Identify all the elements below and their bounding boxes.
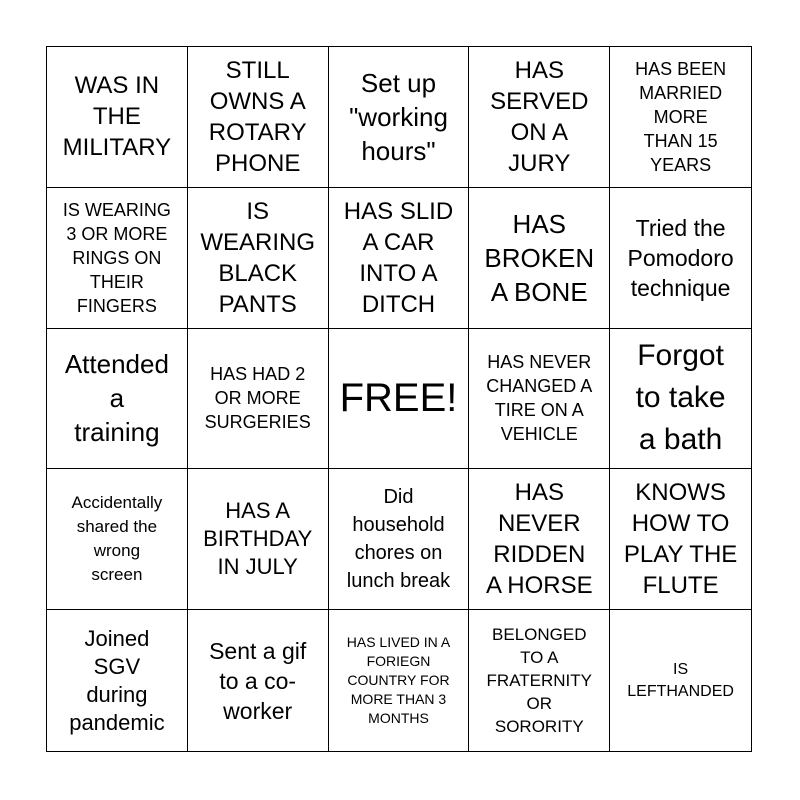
cell-text: HAS SERVED ON A JURY: [490, 56, 589, 177]
bingo-cell: [469, 329, 610, 470]
cell-text: IS WEARING 3 OR MORE RINGS ON THEIR FINGERS: [62, 199, 171, 316]
bingo-cell: [47, 188, 188, 329]
cell-text: Set up "working hours": [349, 67, 448, 166]
bingo-cell: [47, 469, 188, 610]
cell-text: IS WEARING BLACK PANTS: [200, 197, 316, 318]
bingo-cell: [610, 610, 751, 751]
bingo-cell: [610, 188, 751, 329]
cell-text: HAS LIVED IN A FORIEGN COUNTRY FOR MORE THAN 3 MONTHS: [346, 634, 451, 727]
cell-text: Accidentally shared the wrong screen: [71, 493, 163, 585]
cell-text: IS LEFTHANDED: [627, 660, 734, 700]
cell-text: Joined SGV during pandemic: [69, 625, 165, 735]
cell-text: Attended a training: [64, 349, 169, 448]
free-label: FREE!: [339, 376, 458, 421]
bingo-cell: [329, 469, 470, 610]
bingo-cell: [469, 188, 610, 329]
cell-text: HAS A BIRTHDAY IN JULY: [203, 498, 313, 580]
cell-text: HAS SLID A CAR INTO A DITCH: [343, 197, 454, 318]
cell-text: STILL OWNS A ROTARY PHONE: [208, 56, 307, 177]
cell-text: KNOWS HOW TO PLAY THE FLUTE: [623, 479, 738, 600]
bingo-cell: [188, 610, 329, 751]
bingo-cell: [610, 469, 751, 610]
free-cell: [329, 329, 470, 470]
bingo-cell: [469, 610, 610, 751]
cell-text: HAS BROKEN A BONE: [484, 208, 595, 307]
bingo-cell: [47, 329, 188, 470]
bingo-cell: [329, 188, 470, 329]
bingo-cell: [47, 47, 188, 188]
bingo-cell: [188, 188, 329, 329]
cell-text: HAS NEVER CHANGED A TIRE ON A VEHICLE: [486, 352, 593, 445]
cell-text: Forgot to take a bath: [635, 339, 726, 457]
bingo-cell: [188, 469, 329, 610]
bingo-cell: [329, 47, 470, 188]
bingo-cell: [469, 469, 610, 610]
cell-text: BELONGED TO A FRATERNITY OR SORORITY: [486, 625, 593, 737]
bingo-cell: [610, 47, 751, 188]
bingo-cell: [469, 47, 610, 188]
cell-text: HAS HAD 2 OR MORE SURGERIES: [204, 364, 311, 433]
bingo-cell: [47, 610, 188, 751]
bingo-cell: [329, 610, 470, 751]
bingo-cell: [610, 329, 751, 470]
cell-text: Sent a gif to a co- worker: [209, 637, 307, 724]
cell-text: WAS IN THE MILITARY: [62, 72, 172, 162]
cell-text: Tried the Pomodoro technique: [627, 214, 734, 301]
bingo-cell: [188, 47, 329, 188]
cell-text: HAS NEVER RIDDEN A HORSE: [485, 479, 593, 600]
bingo-board: [46, 46, 752, 752]
cell-text: HAS BEEN MARRIED MORE THAN 15 YEARS: [635, 58, 727, 175]
bingo-cell: [188, 329, 329, 470]
cell-text: Did household chores on lunch break: [346, 486, 451, 593]
